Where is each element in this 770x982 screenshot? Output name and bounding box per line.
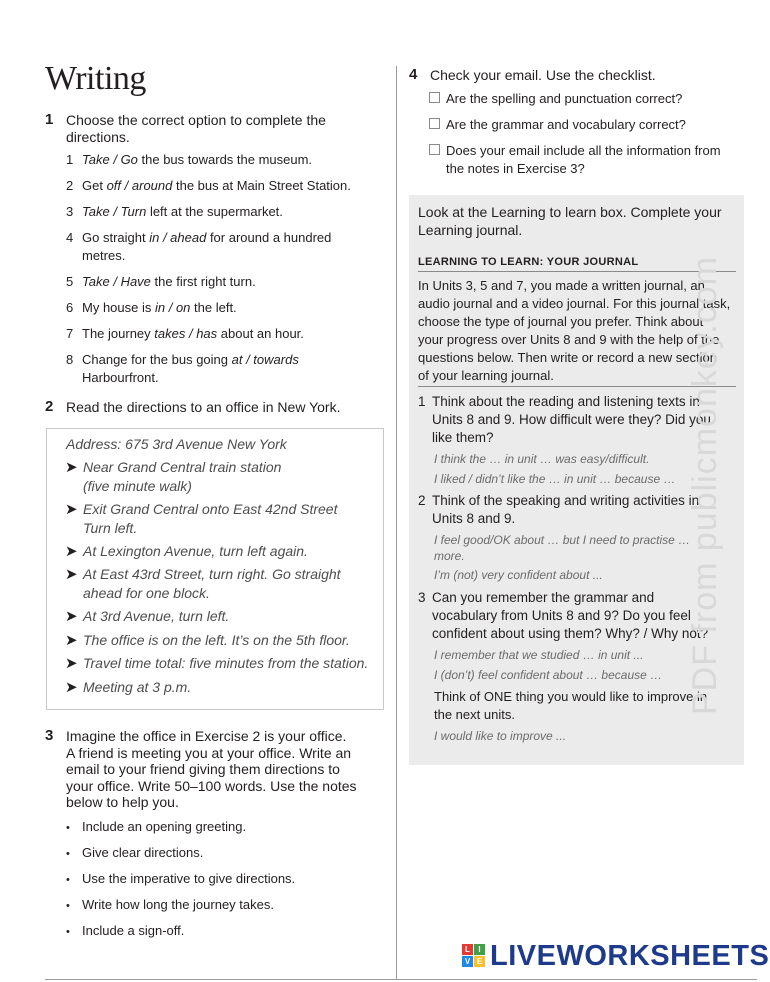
checklist-item[interactable]: Does your email include all the information from the notes in Exercise 3? [429, 142, 739, 178]
example-sentence: I would like to improve ... [434, 729, 567, 743]
option-b[interactable]: has [196, 326, 218, 341]
arrow-icon: ➤ [65, 501, 78, 518]
exercise-1-item[interactable]: 5 Take / Have the first right turn. [66, 274, 256, 289]
option-b[interactable]: Have [120, 274, 151, 289]
address-line: Address: 675 3rd Avenue New York [66, 436, 287, 452]
exercise-1-item[interactable]: 4 Go straight in / ahead for around a hundred metres. [66, 230, 332, 263]
option-b[interactable]: around [131, 178, 173, 193]
option-a[interactable]: in [149, 230, 160, 245]
option-a[interactable]: Take [82, 204, 110, 219]
bullet-icon: • [66, 848, 70, 860]
bullet-icon: • [66, 874, 70, 886]
option-a[interactable]: Take [82, 152, 110, 167]
exercise-1-instruction: Choose the correct option to complete the directions. [66, 112, 326, 145]
note-item: • Write how long the journey takes. [66, 896, 274, 915]
instruction-line: A friend is meeting you at your office. Write an [66, 744, 352, 761]
option-b[interactable]: Turn [120, 204, 147, 219]
direction-line: ahead for one block. [83, 585, 210, 601]
page-title: Writing [45, 60, 146, 97]
arrow-icon: ➤ [65, 543, 78, 560]
exercise-1-item[interactable]: 8 Change for the bus going at / towards Harbourfront. [66, 352, 299, 385]
bullet-icon: • [66, 926, 70, 938]
direction-line: (five minute walk) [83, 478, 192, 494]
option-b[interactable]: ahead [170, 230, 207, 245]
note-item: • Give clear directions. [66, 844, 203, 863]
learning-heading: LEARNING TO LEARN: YOUR JOURNAL [418, 256, 639, 268]
example-sentence: I (don’t) feel confident about … because … [434, 668, 663, 682]
checkbox-icon[interactable] [429, 144, 440, 155]
note-item: • Include an opening greeting. [66, 818, 246, 837]
direction-line: The office is on the left. It’s on the 5th floor. [83, 632, 350, 648]
option-a[interactable]: Take [82, 274, 110, 289]
direction-line: Travel time total: five minutes from the station. [83, 655, 369, 671]
exercise-3-number: 3 [45, 727, 54, 744]
bullet-icon: • [66, 822, 70, 834]
logo-icon [462, 944, 486, 968]
option-a[interactable]: in [154, 300, 166, 315]
exercise-1-item[interactable]: 2 Get off / around the bus at Main Street Station. [66, 178, 351, 193]
direction-line: At East 43rd Street, turn right. Go straight [83, 566, 341, 582]
instruction-line: your office. Write 50–100 words. Use the notes [66, 777, 357, 794]
direction-line: Meeting at 3 p.m. [83, 679, 192, 695]
example-sentence: I liked / didn’t like the … in unit … because … [434, 472, 676, 486]
arrow-icon: ➤ [65, 459, 78, 476]
option-a[interactable]: takes [154, 326, 186, 341]
example-sentence: I’m (not) very confident about ... [434, 568, 603, 582]
checkbox-icon[interactable] [429, 118, 440, 129]
instruction-line: below to help you. [66, 794, 179, 810]
option-b[interactable]: on [175, 300, 191, 315]
example-sentence: I remember that we studied … in unit ... [434, 648, 644, 662]
direction-line: Turn left. [83, 520, 138, 536]
note-item: • Include a sign-off. [66, 922, 184, 941]
column-divider [396, 66, 397, 980]
question-3: 3 Can you remember the grammar and vocabulary from Units 8 and 9? Do you feel confident about using them? Why? / Why not? [418, 590, 709, 641]
liveworksheets-logo[interactable] [462, 940, 769, 972]
option-b[interactable]: Go [120, 152, 138, 167]
direction-line: At Lexington Avenue, turn left again. [83, 543, 308, 559]
watermark-text: PDF from publicmonkey.com [686, 256, 724, 715]
arrow-icon: ➤ [65, 632, 78, 649]
exercise-1-item[interactable]: 1 Take / Go the bus towards the museum. [66, 152, 313, 167]
exercise-1-item[interactable]: 6 My house is in / on the left. [66, 300, 237, 315]
exercise-1-number: 1 [45, 111, 54, 128]
arrow-icon: ➤ [65, 566, 78, 583]
option-a[interactable]: at [231, 352, 243, 367]
exercise-4-instruction: Check your email. Use the checklist. [430, 67, 656, 83]
logo-square: L [462, 944, 473, 955]
checklist-item[interactable]: Are the grammar and vocabulary correct? [429, 116, 739, 134]
arrow-icon: ➤ [65, 679, 78, 696]
direction-line: At 3rd Avenue, turn left. [83, 608, 230, 624]
checkbox-icon[interactable] [429, 92, 440, 103]
question-1: 1 Think about the reading and listening texts in Units 8 and 9. How difficult were they? Did you like them? [418, 394, 711, 445]
instruction-line: Imagine the office in Exercise 2 is your office. [66, 728, 347, 744]
exercise-1-item[interactable]: 7 The journey takes / has about an hour. [66, 326, 304, 341]
direction-line: Exit Grand Central onto East 42nd Street [83, 501, 338, 517]
exercise-2-instruction: Read the directions to an office in New York. [66, 399, 341, 415]
note-item: • Use the imperative to give directions. [66, 870, 295, 889]
arrow-icon: ➤ [65, 608, 78, 625]
learning-intro: Look at the Learning to learn box. Complete your Learning journal. [418, 204, 722, 238]
learning-body: In Units 3, 5 and 7, you made a written journal, an audio journal and a video journal. For this journal task, choose the type of journal you prefer. Think about your progress over Units 8 and 9 with the help of the questions below. Then write or record a new section of your learning journal. [418, 278, 731, 383]
arrow-icon: ➤ [65, 655, 78, 672]
exercise-1-item[interactable]: 3 Take / Turn left at the supermarket. [66, 204, 283, 219]
bottom-rule [45, 979, 757, 980]
logo-square: V [462, 956, 473, 967]
logo-square: I [474, 944, 485, 955]
exercise-2-number: 2 [45, 398, 54, 415]
option-a[interactable]: off [106, 178, 122, 193]
logo-square: E [474, 956, 485, 967]
logo-text: LIVEWORKSHEETS [490, 939, 770, 972]
option-b[interactable]: towards [253, 352, 299, 367]
bullet-icon: • [66, 900, 70, 912]
direction-line: Near Grand Central train station [83, 459, 282, 475]
instruction-line: email to your friend giving them directions to [66, 761, 340, 777]
checklist-item[interactable]: Are the spelling and punctuation correct? [429, 90, 739, 108]
example-sentence: I feel good/OK about … but I need to practise … more. [434, 533, 691, 563]
exercise-4-number: 4 [409, 66, 418, 83]
question-2: 2 Think of the speaking and writing activities in Units 8 and 9. [418, 493, 700, 526]
improve-prompt: Think of ONE thing you would like to improve in the next units. [434, 689, 708, 722]
example-sentence: I think the … in unit … was easy/difficult. [434, 452, 650, 466]
